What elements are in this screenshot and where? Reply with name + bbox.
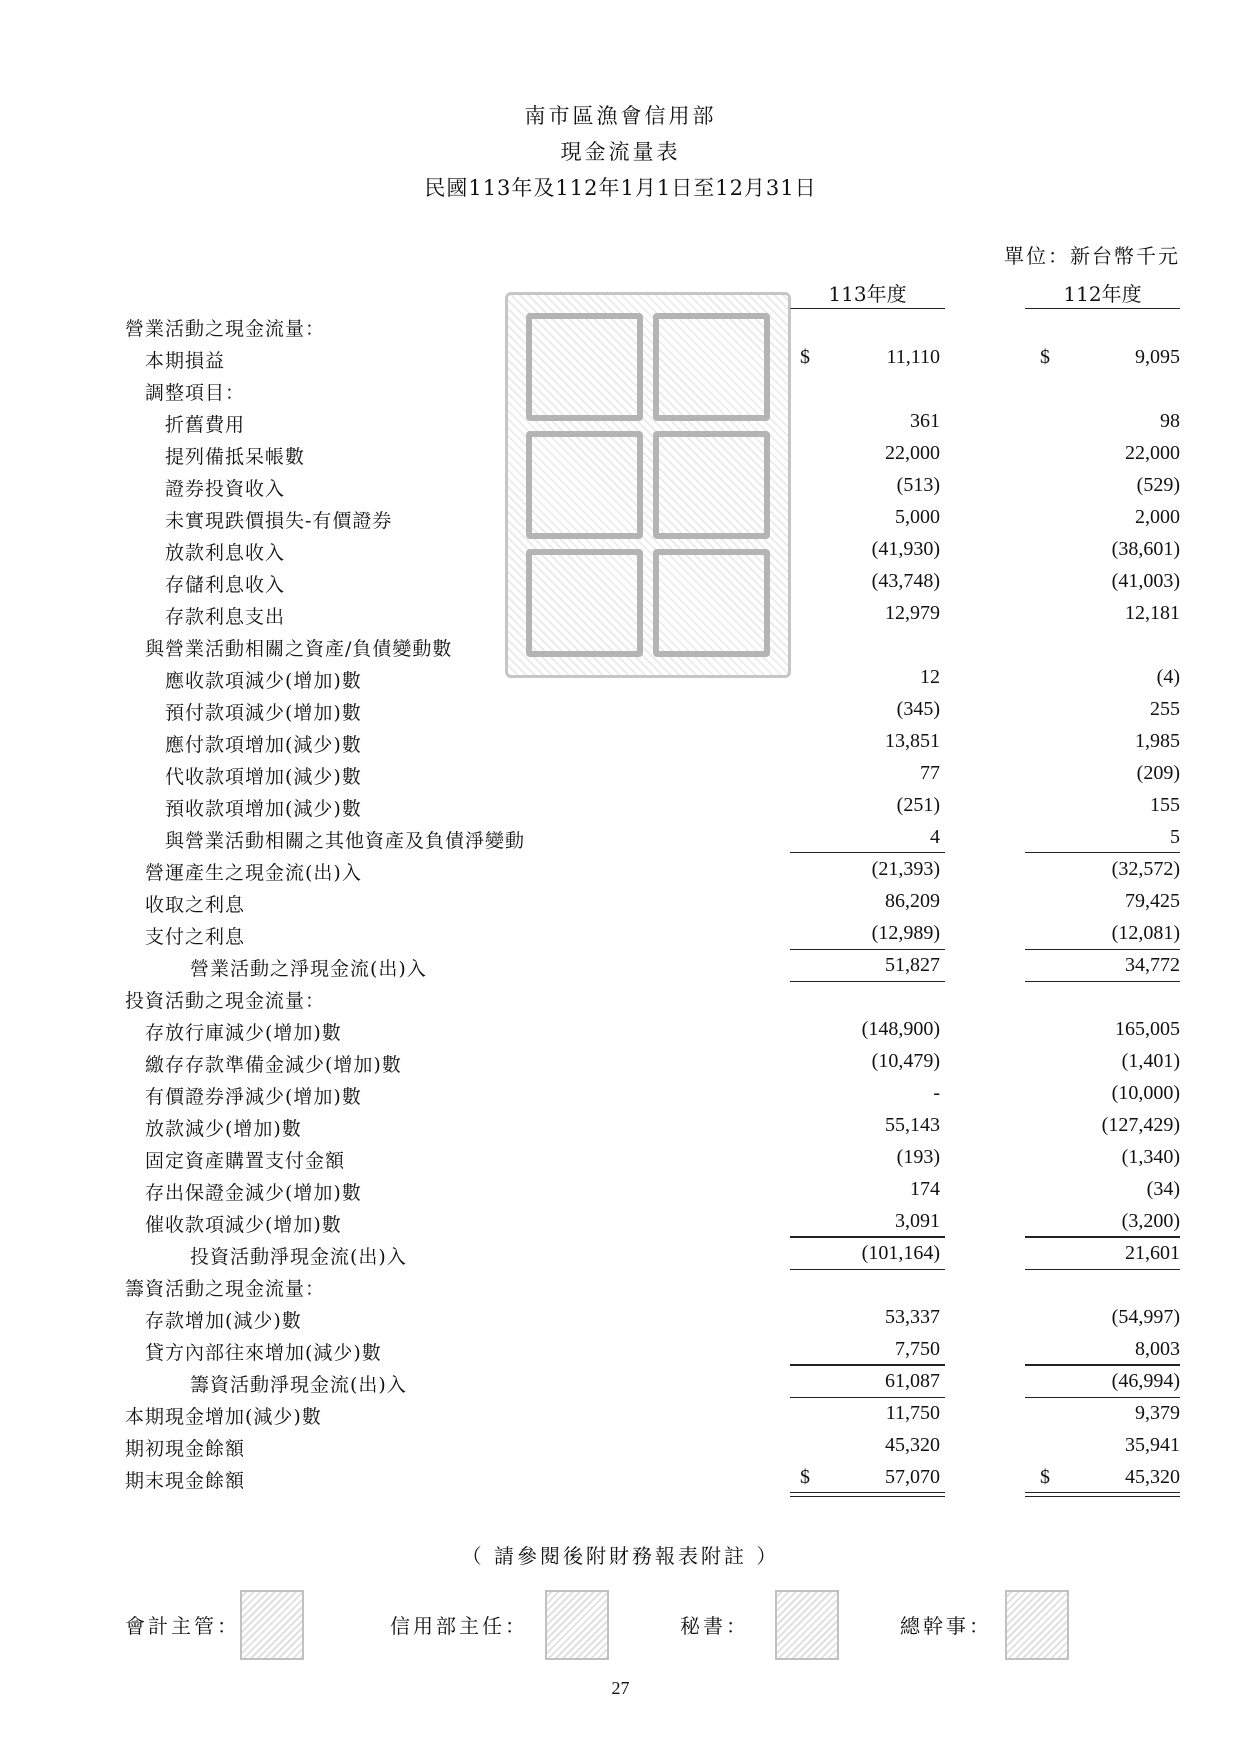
value-112: 8,003 <box>1135 1338 1180 1360</box>
page-number: 27 <box>611 1678 630 1698</box>
table-row <box>0 662 1241 694</box>
row-label: 固定資產購置支付金額 <box>145 1150 346 1172</box>
table-row <box>0 950 1241 982</box>
value-112: (34) <box>1146 1178 1180 1200</box>
value-112: 45,320 <box>1125 1466 1180 1488</box>
row-label: 存款增加(減少)數 <box>145 1310 302 1332</box>
table-row <box>0 758 1241 790</box>
row-label: 預收款項增加(減少)數 <box>165 798 362 820</box>
currency-symbol-113: $ <box>800 1466 810 1488</box>
table-row <box>0 438 1241 470</box>
subtotal-rule <box>790 852 945 853</box>
row-label: 與營業活動相關之資產/負債變動數 <box>145 638 453 660</box>
value-113: 57,070 <box>885 1466 940 1488</box>
value-112: 79,425 <box>1125 890 1180 912</box>
value-112: 98 <box>1160 410 1180 432</box>
value-112: 1,985 <box>1135 730 1180 752</box>
row-label: 支付之利息 <box>145 926 246 948</box>
value-113: (513) <box>896 474 940 496</box>
value-113: (251) <box>896 794 940 816</box>
table-row <box>0 534 1241 566</box>
row-label: 證券投資收入 <box>165 478 286 500</box>
row-label: 營運產生之現金流(出)入 <box>145 862 362 884</box>
row-label: 提列備抵呆帳數 <box>165 446 306 468</box>
row-label: 應付款項增加(減少)數 <box>165 734 362 756</box>
table-row <box>0 1238 1241 1270</box>
table-row <box>0 1142 1241 1174</box>
credit-stamp <box>545 1590 609 1660</box>
signature-secretary-label: 秘書： <box>680 1614 749 1638</box>
currency-symbol-112: $ <box>1040 346 1050 368</box>
value-113: 12,979 <box>885 602 940 624</box>
value-112: 22,000 <box>1125 442 1180 464</box>
row-label: 應收款項減少(增加)數 <box>165 670 362 692</box>
value-113: 55,143 <box>885 1114 940 1136</box>
row-label: 貸方內部往來增加(減少)數 <box>145 1342 382 1364</box>
table-row <box>0 1014 1241 1046</box>
value-113: 3,091 <box>895 1210 940 1232</box>
row-label: 期初現金餘額 <box>125 1438 246 1460</box>
value-113: (10,479) <box>871 1050 940 1072</box>
row-label: 放款利息收入 <box>165 542 286 564</box>
table-row <box>0 1334 1241 1366</box>
value-112: 12,181 <box>1125 602 1180 624</box>
row-label: 本期現金增加(減少)數 <box>125 1406 322 1428</box>
table-row <box>0 1270 1241 1302</box>
table-row <box>0 470 1241 502</box>
row-label: 期末現金餘額 <box>125 1470 246 1492</box>
table-row <box>0 1046 1241 1078</box>
value-113: 53,337 <box>885 1306 940 1328</box>
value-113: 13,851 <box>885 730 940 752</box>
row-label: 存款利息支出 <box>165 606 286 628</box>
row-label: 投資活動之現金流量： <box>125 990 326 1012</box>
table-row <box>0 342 1241 374</box>
value-112: (3,200) <box>1121 1210 1180 1232</box>
table-row <box>0 1366 1241 1398</box>
value-112: 165,005 <box>1115 1018 1180 1040</box>
value-113: 11,110 <box>886 346 940 368</box>
org-name: 南市區漁會信用部 <box>524 104 717 128</box>
row-label: 有價證券淨減少(增加)數 <box>145 1086 362 1108</box>
value-112: (32,572) <box>1111 858 1180 880</box>
column-header-113: 113年度 <box>790 278 945 309</box>
table-row <box>0 1430 1241 1462</box>
row-label: 繳存存款準備金減少(增加)數 <box>145 1054 402 1076</box>
value-113: (193) <box>896 1146 940 1168</box>
row-label: 營業活動之現金流量： <box>125 318 326 340</box>
value-113: 361 <box>910 410 940 432</box>
value-112: (4) <box>1156 666 1180 688</box>
value-113: 86,209 <box>885 890 940 912</box>
value-113: (101,164) <box>861 1242 940 1264</box>
value-112: 2,000 <box>1135 506 1180 528</box>
value-113: 12 <box>920 666 940 688</box>
table-row <box>0 918 1241 950</box>
row-label: 存放行庫減少(增加)數 <box>145 1022 342 1044</box>
table-row <box>0 374 1241 406</box>
value-112: 9,095 <box>1135 346 1180 368</box>
value-112: (46,994) <box>1111 1370 1180 1392</box>
table-row <box>0 1302 1241 1334</box>
value-112: (127,429) <box>1101 1114 1180 1136</box>
table-row <box>0 982 1241 1014</box>
value-112: (38,601) <box>1111 538 1180 560</box>
row-label: 收取之利息 <box>145 894 246 916</box>
value-113: 61,087 <box>885 1370 940 1392</box>
value-113: (148,900) <box>861 1018 940 1040</box>
row-label: 代收款項增加(減少)數 <box>165 766 362 788</box>
table-row <box>0 1462 1241 1494</box>
row-label: 與營業活動相關之其他資產及負債淨變動 <box>165 830 526 852</box>
signature-accounting-label: 會計主管： <box>125 1614 240 1638</box>
row-label: 放款減少(增加)數 <box>145 1118 302 1140</box>
value-113: 77 <box>920 762 940 784</box>
signature-general-label: 總幹事： <box>900 1614 992 1638</box>
total-double-rule <box>1025 1492 1180 1497</box>
total-double-rule <box>790 1492 945 1497</box>
row-label: 本期損益 <box>145 350 226 372</box>
signature-credit-label: 信用部主任： <box>390 1614 528 1638</box>
value-112: (54,997) <box>1111 1306 1180 1328</box>
row-label: 營業活動之淨現金流(出)入 <box>190 958 427 980</box>
table-row <box>0 502 1241 534</box>
value-113: (41,930) <box>871 538 940 560</box>
table-row <box>0 694 1241 726</box>
currency-symbol-112: $ <box>1040 1466 1050 1488</box>
value-112: 21,601 <box>1125 1242 1180 1264</box>
value-112: (41,003) <box>1111 570 1180 592</box>
statement-period: 民國113年及112年1月1日至12月31日 <box>424 176 817 200</box>
row-label: 存儲利息收入 <box>165 574 286 596</box>
value-112: (12,081) <box>1111 922 1180 944</box>
value-112: 5 <box>1170 826 1180 848</box>
row-label: 投資活動淨現金流(出)入 <box>190 1246 407 1268</box>
table-row <box>0 1110 1241 1142</box>
row-label: 調整項目： <box>145 382 246 404</box>
value-112: (10,000) <box>1111 1082 1180 1104</box>
value-113: 7,750 <box>895 1338 940 1360</box>
table-row <box>0 1174 1241 1206</box>
accounting-stamp <box>240 1590 304 1660</box>
value-112: 255 <box>1150 698 1180 720</box>
currency-symbol-113: $ <box>800 346 810 368</box>
table-row <box>0 1206 1241 1238</box>
value-112: 34,772 <box>1125 954 1180 976</box>
value-112: (529) <box>1136 474 1180 496</box>
table-row <box>0 822 1241 854</box>
value-113: (43,748) <box>871 570 940 592</box>
row-label: 催收款項減少(增加)數 <box>145 1214 342 1236</box>
row-label: 預付款項減少(增加)數 <box>165 702 362 724</box>
value-113: 45,320 <box>885 1434 940 1456</box>
statement-title: 現金流量表 <box>560 140 681 164</box>
row-label: 籌資活動淨現金流(出)入 <box>190 1374 407 1396</box>
table-row <box>0 630 1241 662</box>
row-label: 未實現跌價損失-有價證券 <box>165 510 393 532</box>
value-113: 11,750 <box>885 1402 940 1424</box>
value-113: 5,000 <box>895 506 940 528</box>
row-label: 存出保證金減少(增加)數 <box>145 1182 362 1204</box>
table-row <box>0 726 1241 758</box>
table-row <box>0 406 1241 438</box>
value-112: 9,379 <box>1135 1402 1180 1424</box>
value-113: (345) <box>896 698 940 720</box>
value-113: 174 <box>910 1178 940 1200</box>
value-113: 51,827 <box>885 954 940 976</box>
value-113: 22,000 <box>885 442 940 464</box>
currency-unit: 單位：新台幣千元 <box>1004 244 1180 268</box>
value-113: - <box>933 1082 940 1104</box>
row-label: 籌資活動之現金流量： <box>125 1278 326 1300</box>
general-stamp <box>1005 1590 1069 1660</box>
value-112: (209) <box>1136 762 1180 784</box>
value-113: (12,989) <box>871 922 940 944</box>
table-row <box>0 598 1241 630</box>
table-row <box>0 1398 1241 1430</box>
value-112: (1,401) <box>1121 1050 1180 1072</box>
value-113: (21,393) <box>871 858 940 880</box>
table-row <box>0 310 1241 342</box>
column-header-112: 112年度 <box>1025 278 1180 309</box>
value-112: 35,941 <box>1125 1434 1180 1456</box>
table-row <box>0 886 1241 918</box>
value-113: 4 <box>930 826 940 848</box>
table-row <box>0 566 1241 598</box>
secretary-stamp <box>775 1590 839 1660</box>
footnote-reference: （ 請參閱後附財務報表附註 ） <box>461 1544 780 1568</box>
row-label: 折舊費用 <box>165 414 246 436</box>
subtotal-rule <box>1025 852 1180 853</box>
table-row <box>0 854 1241 886</box>
value-112: 155 <box>1150 794 1180 816</box>
table-row <box>0 1078 1241 1110</box>
value-112: (1,340) <box>1121 1146 1180 1168</box>
table-row <box>0 790 1241 822</box>
